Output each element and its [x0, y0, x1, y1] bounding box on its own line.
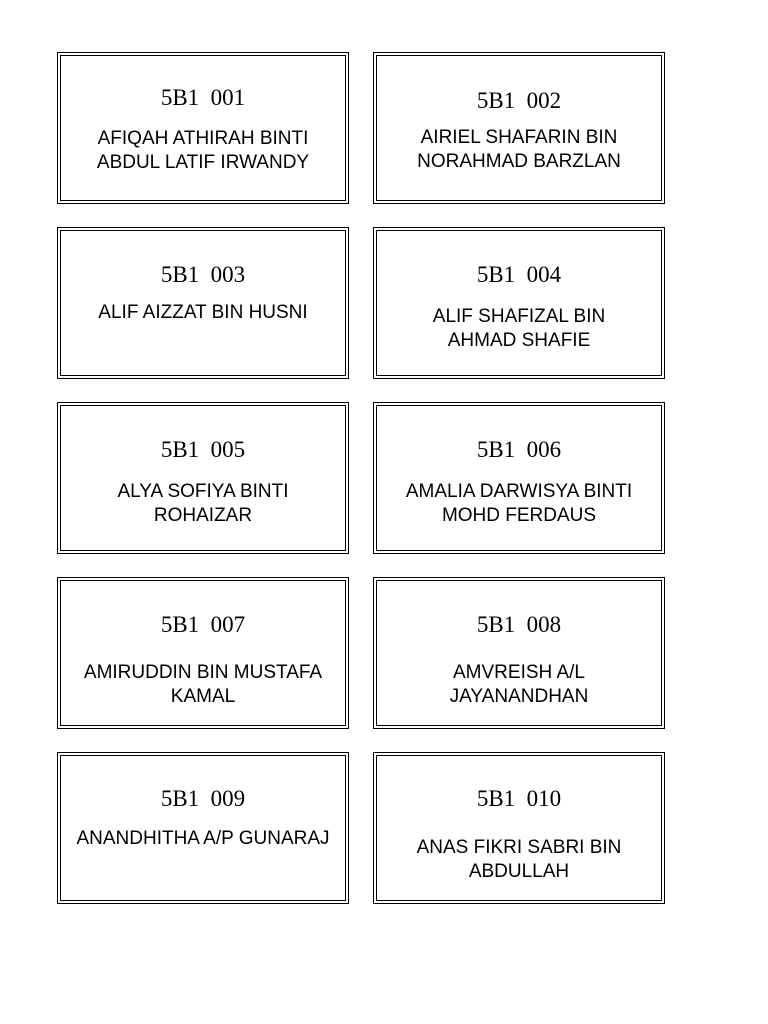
card-name-line: AMIRUDDIN BIN MUSTAFA [83, 662, 323, 683]
name-card-006 [373, 402, 665, 554]
name-card-001 [57, 52, 349, 204]
card-inner-border [60, 580, 346, 726]
card-name-line: ANANDHITHA A/P GUNARAJ [76, 828, 330, 849]
card-code: 5B1 005 [160, 437, 246, 462]
card-inner-border [376, 405, 662, 551]
card-name-line: JAYANANDHAN [449, 686, 589, 707]
card-name-line: KAMAL [170, 686, 236, 707]
card-code: 5B1 004 [476, 262, 562, 287]
card-name-line: ANAS FIKRI SABRI BIN [416, 837, 622, 858]
card-name [67, 301, 339, 325]
card-code: 5B1 010 [476, 786, 562, 811]
name-card-010 [373, 752, 665, 904]
card-name [383, 836, 655, 884]
card-code: 5B1 008 [476, 612, 562, 637]
card-inner-border [60, 405, 346, 551]
name-card-003 [57, 227, 349, 379]
card-name [383, 661, 655, 709]
card-name-line: ALIF AIZZAT BIN HUSNI [98, 302, 308, 323]
card-name [383, 126, 655, 174]
card-name-line: ROHAIZAR [153, 505, 253, 526]
card-name-line: MOHD FERDAUS [441, 505, 597, 526]
card-code: 5B1 001 [160, 85, 246, 110]
name-card-008 [373, 577, 665, 729]
card-name [383, 480, 655, 528]
card-name [67, 480, 339, 528]
card-code: 5B1 003 [160, 262, 246, 287]
card-inner-border [376, 755, 662, 901]
card-code: 5B1 007 [160, 612, 246, 637]
card-name-line: AHMAD SHAFIE [447, 330, 591, 351]
card-inner-border [60, 230, 346, 376]
card-inner-border [60, 55, 346, 201]
name-card-005 [57, 402, 349, 554]
card-name-line: AFIQAH ATHIRAH BINTI [97, 128, 309, 149]
card-inner-border [376, 55, 662, 201]
name-card-009 [57, 752, 349, 904]
card-name-line: NORAHMAD BARZLAN [417, 151, 621, 172]
name-card-002 [373, 52, 665, 204]
card-name-line: ABDULLAH [468, 861, 570, 882]
card-name-line: AMALIA DARWISYA BINTI [405, 481, 633, 502]
card-name [383, 305, 655, 353]
card-inner-border [376, 230, 662, 376]
card-code: 5B1 009 [160, 786, 246, 811]
card-code: 5B1 006 [476, 437, 562, 462]
card-name [61, 827, 345, 851]
card-name-line: ALYA SOFIYA BINTI [117, 481, 289, 502]
card-name-line: AMVREISH A/L [453, 662, 585, 683]
card-inner-border [376, 580, 662, 726]
name-card-004 [373, 227, 665, 379]
card-name-line: ABDUL LATIF IRWANDY [96, 152, 310, 173]
name-card-007 [57, 577, 349, 729]
card-inner-border [60, 755, 346, 901]
card-name-line: ALIF SHAFIZAL BIN [432, 306, 606, 327]
card-code: 5B1 002 [476, 88, 562, 113]
card-name-line: AIRIEL SHAFARIN BIN [420, 127, 618, 148]
card-name [67, 661, 339, 709]
card-name [67, 127, 339, 175]
